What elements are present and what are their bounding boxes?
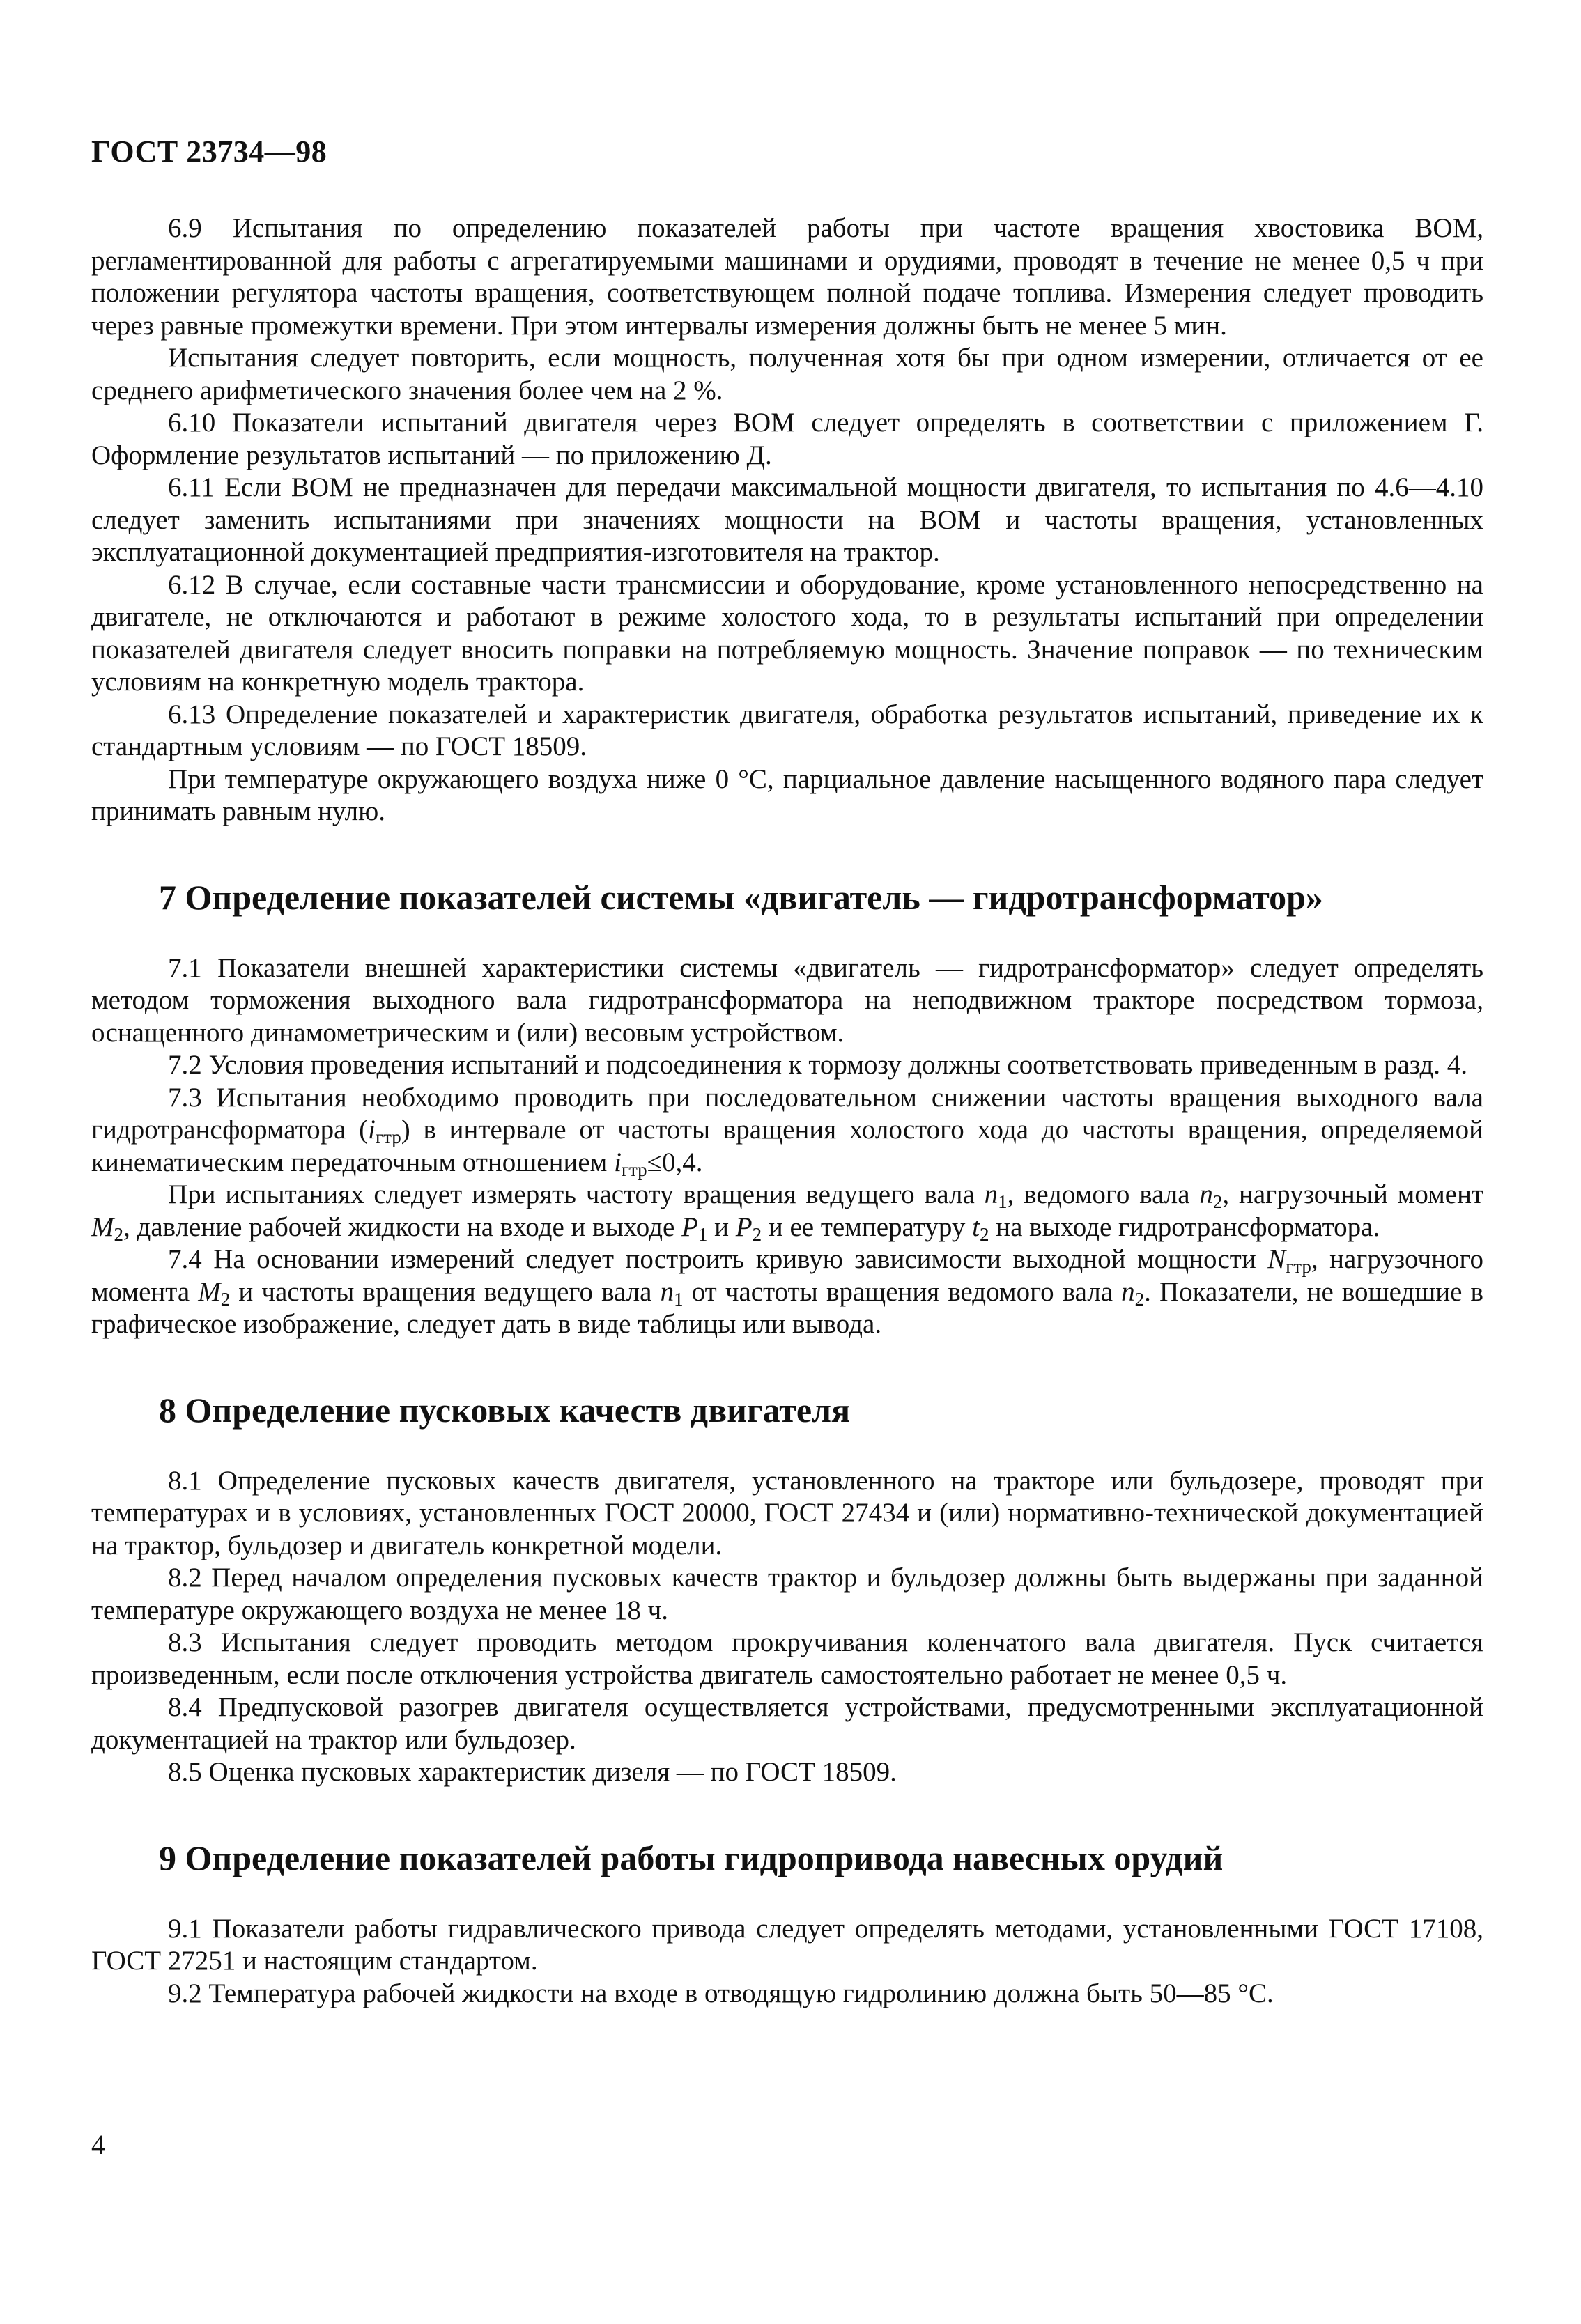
paragraph-7-3-continued: При испытаниях следует измерять частоту вращения ведущего вала $n_1$, ведомого вала $n_2$, нагрузочный момент $M_2$, давление рабочей жидкости на входе и выходе $P_1$ и $P_2$ и ее температуру $t_2$ на выходе гидротрансформатора.: [91, 1179, 1483, 1245]
paragraph-6-12: 6.12 В случае, если составные части трансмиссии и оборудование, кроме установленного непосредственно на двигателе, не отключаются и работают в режиме холостого хода, то в результаты испытаний при определении показателей двигателя следует вносить поправки на потребляемую мощность. Значение поправок — по техническим условиям на конкретную модель трактора.: [91, 569, 1483, 697]
document-code-header: ГОСТ 23734—98: [91, 134, 327, 169]
paragraph-8-5: 8.5 Оценка пусковых характеристик дизеля — по ГОСТ 18509.: [168, 1757, 897, 1787]
paragraph-7-4: 7.4 На основании измерений следует построить кривую зависимости выходной мощности $N_{гтр}$, нагрузочного момента $M_2$ и частоты вращения ведущего вала $n_1$ от частоты вращения ведомого вала $n_2$. Показатели, не вошедшие в графическое изображение, следует дать в виде таблицы или вывода.: [91, 1244, 1483, 1339]
section-8-heading: 8 Определение пусковых качеств двигателя: [159, 1390, 851, 1430]
section-7-heading: 7 Определение показателей системы «двигатель — гидротрансформатор»: [159, 877, 1323, 917]
paragraph-9-2: 9.2 Температура рабочей жидкости на входе в отводящую гидролинию должна быть 50—85 °С.: [168, 1978, 1274, 2008]
paragraph-6-11: 6.11 Если ВОМ не предназначен для передачи максимальной мощности двигателя, то испытания по 4.6—4.10 следует заменить испытаниями при значениях мощности на ВОМ и частоты вращения, установленных эксплуатационной документацией предприятия-изготовителя на трактор.: [91, 472, 1483, 567]
paragraph-8-4: 8.4 Предпусковой разогрев двигателя осуществляется устройствами, предусмотренными эксплуатационной документацией на трактор или бульдозер.: [91, 1692, 1483, 1755]
paragraph-9-1: 9.1 Показатели работы гидравлического привода следует определять методами, установленными ГОСТ 17108, ГОСТ 27251 и настоящим стандартом.: [91, 1913, 1483, 1976]
paragraph-6-9: 6.9 Испытания по определению показателей работы при частоте вращения хвостовика ВОМ, регламентированной для работы с агрегатируемыми машинами и орудиями, проводят в течение не менее 0,5 ч при положении регулятора частоты вращения, соответствующем полной подаче топлива. Измерения следует проводить через равные промежутки времени. При этом интервалы измерения должны быть не менее 5 мин.: [91, 213, 1483, 341]
paragraph-6-9-continued: Испытания следует повторить, если мощность, полученная хотя бы при одном измерении, отличается от ее среднего арифметического значения более чем на 2 %.: [91, 343, 1483, 405]
paragraph-7-1: 7.1 Показатели внешней характеристики системы «двигатель — гидротрансформатор» следует определять методом торможения выходного вала гидротрансформатора на неподвижном тракторе посредством тормоза, оснащенного динамометрическим и (или) весовым устройством.: [91, 952, 1483, 1048]
section-9-heading: 9 Определение показателей работы гидропривода навесных орудий: [159, 1838, 1224, 1877]
paragraph-8-3: 8.3 Испытания следует проводить методом прокручивания коленчатого вала двигателя. Пуск считается произведенным, если после отключения устройства двигатель самостоятельно работает не менее 0,5 ч.: [91, 1627, 1483, 1690]
paragraph-7-3: 7.3 Испытания необходимо проводить при последовательном снижении частоты вращения выходного вала гидротрансформатора $(i_{гтр})$ в интервале от частоты вращения холостого хода до частоты вращения, определяемой кинематическим передаточным отношением $i_{гтр}\le 0,4$.: [91, 1082, 1483, 1180]
paragraph-8-1: 8.1 Определение пусковых качеств двигателя, установленного на тракторе или бульдозере, проводят при температурах и в условиях, установленных ГОСТ 20000, ГОСТ 27434 и (или) нормативно-технической документацией на трактор, бульдозер и двигатель конкретной модели.: [91, 1465, 1483, 1560]
paragraph-6-10: 6.10 Показатели испытаний двигателя через ВОМ следует определять в соответствии с приложением Г. Оформление результатов испытаний — по приложению Д.: [91, 408, 1483, 470]
paragraph-6-13-continued: При температуре окружающего воздуха ниже 0 °С, парциальное давление насыщенного водяного пара следует принимать равным нулю.: [91, 764, 1483, 826]
page-number: 4: [91, 2129, 105, 2160]
paragraph-8-2: 8.2 Перед началом определения пусковых качеств трактор и бульдозер должны быть выдержаны при заданной температуре окружающего воздуха не менее 18 ч.: [91, 1563, 1483, 1625]
page-content: [91, 212, 1483, 2010]
paragraph-7-2: 7.2 Условия проведения испытаний и подсоединения к тормозу должны соответствовать приведенным в разд. 4.: [168, 1050, 1468, 1080]
paragraph-6-13: 6.13 Определение показателей и характеристик двигателя, обработка результатов испытаний, приведение их к стандартным условиям — по ГОСТ 18509.: [91, 699, 1483, 761]
